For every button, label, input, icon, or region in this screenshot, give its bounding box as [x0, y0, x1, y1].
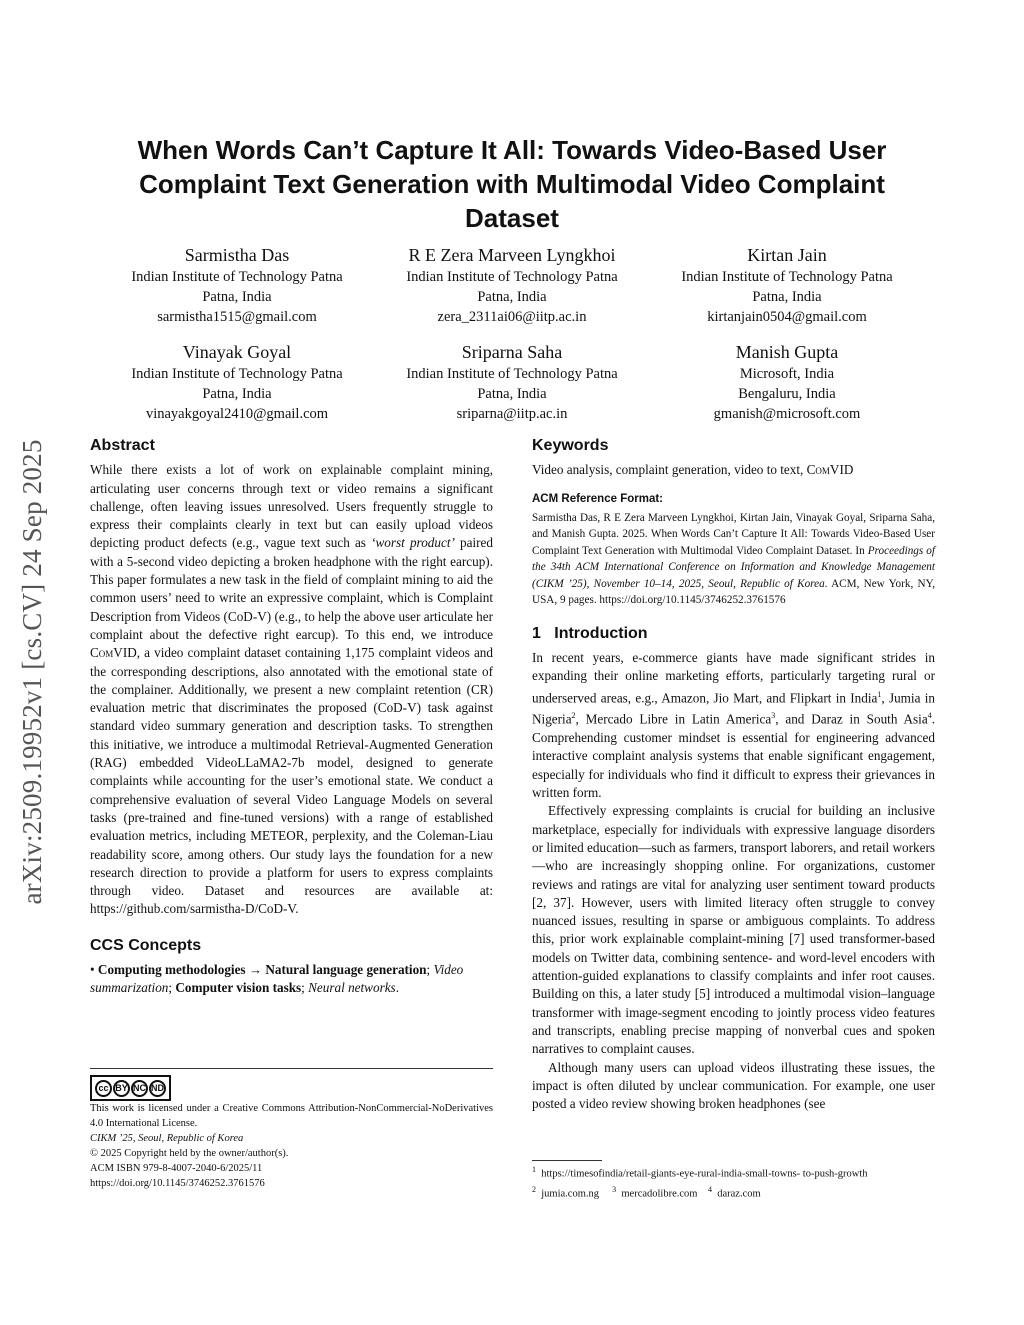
author-affiliation: Indian Institute of Technology Patna	[406, 366, 618, 382]
footnote-item: $^2$ jumia.com.ng $^3$ mercadolibre.com $^4$ daraz.com	[532, 1184, 761, 1199]
footnote-link[interactable]: https://timesofindia/retail-giants-eye-rural-india-small-towns- to-push-growth	[541, 1168, 868, 1180]
author-location: Patna, India	[477, 386, 547, 402]
author-email[interactable]: sriparna@iitp.ac.in	[456, 406, 568, 422]
author-email[interactable]: vinayakgoyal2410@gmail.com	[145, 406, 329, 422]
author-affiliation: Indian Institute of Technology Patna	[406, 269, 618, 285]
footnote-link[interactable]: jumia.com.ng	[541, 1188, 599, 1199]
author-location: Patna, India	[202, 386, 272, 402]
by-icon: BY	[113, 1080, 130, 1097]
intro-paragraph: In recent years, e-commerce giants have made significant strides in expanding their online marketing efforts, particularly targeting rural or underserved areas, e.g., Amazon, Jio Mart, and Flipkart in India$^1$, Jumia in Nigeria$^2$, Mercado Libre in Latin America$^3$, and Daraz in South Asia$^4$. Comprehending customer mindset is essential for engineering advanced interactive complaint analysis systems that enable significant engagement, especially for individuals who find it difficult to express their grievances in written form.	[532, 650, 935, 801]
ccs-heading: CCS Concepts	[90, 936, 202, 954]
paper-title: When Words Can’t Capture It All: Towards Video-Based User Complaint Text Generation with Multimodal Video Complaint Dataset	[137, 135, 887, 233]
author-name: Kirtan Jain	[747, 245, 827, 265]
section-heading-introduction: 1 Introduction	[532, 624, 648, 642]
license-block	[90, 1101, 493, 1191]
isbn-line: ACM ISBN 979-8-4007-2040-6/2025/11	[90, 1163, 263, 1174]
author-location: Bengaluru, India	[738, 386, 836, 402]
footnote-item: $^1$ https://timesofindia/retail-giants-eye-rural-india-small-towns- to-push-growth	[532, 1165, 868, 1180]
left-column	[90, 437, 493, 998]
footnote-link[interactable]: daraz.com	[717, 1188, 761, 1199]
author-email[interactable]: sarmistha1515@gmail.com	[157, 309, 317, 325]
license-divider	[90, 1068, 493, 1069]
author-block	[102, 243, 372, 327]
author-block	[652, 243, 922, 327]
cc-license-badge[interactable]	[90, 1075, 171, 1101]
nc-icon: NC	[131, 1080, 148, 1097]
author-block	[377, 243, 647, 327]
author-email[interactable]: zera_2311ai06@iitp.ac.in	[437, 309, 587, 325]
license-text: This work is licensed under a Creative Commons Attribution-NonCommercial-NoDerivatives 4.0 International License.	[90, 1103, 493, 1129]
author-email[interactable]: kirtanjain0504@gmail.com	[707, 309, 867, 325]
doi-link[interactable]: https://doi.org/10.1145/3746252.3761576	[90, 1178, 265, 1189]
acm-reference-heading: ACM Reference Format:	[532, 492, 663, 505]
keywords-text: Video analysis, complaint generation, video to text, ComVID	[532, 462, 854, 478]
acm-reference-text: Sarmistha Das, R E Zera Marveen Lyngkhoi, Kirtan Jain, Vinayak Goyal, Sriparna Saha, and Manish Gupta. 2025. When Words Can’t Capture It All: Towards Video-Based User Complaint Text Generation with Multimodal Video Complaint Dataset. In Proceedings of the 34th ACM International Conference on Information and Knowledge Management (CIKM ’25), November 10–14, 2025, Seoul, Republic of Korea. ACM, New York, NY, USA, 9 pages. https://doi.org/10.1145/3746252.3761576	[532, 511, 935, 607]
right-column	[532, 437, 935, 1113]
author-email[interactable]: gmanish@microsoft.com	[713, 406, 861, 422]
conference-line: CIKM ’25, Seoul, Republic of Korea	[90, 1133, 244, 1144]
footnotes	[532, 1162, 935, 1201]
author-block	[652, 340, 922, 424]
nd-icon: ND	[149, 1080, 166, 1097]
author-name: Sriparna Saha	[461, 342, 563, 362]
footnote-divider	[532, 1160, 602, 1161]
arxiv-sidebar-stamp: arXiv:2509.19952v1 [cs.CV] 24 Sep 2025	[17, 439, 47, 905]
author-name: Sarmistha Das	[184, 245, 290, 265]
author-name: Vinayak Goyal	[182, 342, 292, 362]
author-location: Patna, India	[477, 289, 547, 305]
abstract-text: While there exists a lot of work on explainable complaint mining, articulating user concerns through text or video remains a significant challenge, often leaving issues unresolved. Users frequently struggle to express their complaints clearly in text but can easily upload videos depicting product defects (e.g., vague text such as ‘worst product’ paired with a 5-second video depicting a broken headphone with the right earcup). This paper formulates a new task in the field of complaint mining to aid the common users’ need to write an expressive complaint, which is Complaint Description from Videos (CoD-V) (e.g., to help the above user articulate her complaint about the defective right earcup). To this end, we introduce ComVID, a video complaint dataset containing 1,175 complaint videos and the corresponding descriptions, also annotated with the emotional state of the complainer. Additionally, we present a new complaint retention (CR) evaluation metric that discriminates the proposed (CoD-V) task against standard video summary generation and description tasks. To strengthen this initiative, we introduce a multimodal Retrieval-Augmented Generation (RAG) embedded VideoLLaMA2-7b model, designed to generate complaints while accounting for the user’s emotional state. We conduct a comprehensive evaluation of several Video Language Models on several tasks (pre-trained and fine-tuned versions) with a range of established evaluation metrics, including METEOR, perplexity, and the Coleman-Liau readability score, among others. Our study lays the foundation for a new research direction to provide a platform for users to express complaints through video. Dataset and resources are available at: https://github.com/sarmistha-D/CoD-V.	[90, 462, 493, 917]
ccs-concepts: • Computing methodologies → Natural language generation; Video summarization; Computer vision tasks; Neural networks.	[90, 962, 464, 996]
author-block	[102, 340, 372, 424]
keywords-heading: Keywords	[532, 437, 609, 454]
author-affiliation: Indian Institute of Technology Patna	[131, 366, 343, 382]
intro-paragraph: Although many users can upload videos illustrating these issues, the impact is often diluted by unclear communication. For example, one user posted a video review showing broken headphones (see	[532, 1059, 935, 1112]
cc-icon: cc	[95, 1080, 112, 1097]
copyright-line: © 2025 Copyright held by the owner/author(s).	[90, 1148, 289, 1159]
author-affiliation: Indian Institute of Technology Patna	[681, 269, 893, 285]
author-affiliation: Microsoft, India	[739, 366, 835, 382]
author-name: Manish Gupta	[735, 342, 839, 362]
footnote-link[interactable]: mercadolibre.com	[621, 1188, 698, 1199]
author-affiliation: Indian Institute of Technology Patna	[131, 269, 343, 285]
author-block	[377, 340, 647, 424]
abstract-heading: Abstract	[90, 437, 155, 454]
author-location: Patna, India	[202, 289, 272, 305]
author-name: R E Zera Marveen Lyngkhoi	[408, 245, 616, 265]
author-location: Patna, India	[752, 289, 822, 305]
intro-paragraph: Effectively expressing complaints is crucial for building an inclusive marketplace, especially for individuals with expressive language disorders or limited education—such as farmers, transport laborers, and retail workers—who are increasingly shopping online. For organizations, customer reviews and ratings are vital for analyzing user sentiment toward products [2, 37]. However, users with limited literacy often struggle to convey nuanced issues, resulting in sparse or ambiguous complaints. To address this, prior work explainable complaint-mining [7] used transformer-based models on Twitter data, combining sentence- and word-level encoders with attention-guided explanations to classify complaints and infer root causes. Building on this, a later study [5] introduced a multimodal vision–language transformer with image-segment encoding to jointly process video features and transcripts, enabling precise mapping of nonverbal cues and spoken narratives to complaint causes.	[532, 803, 935, 1057]
